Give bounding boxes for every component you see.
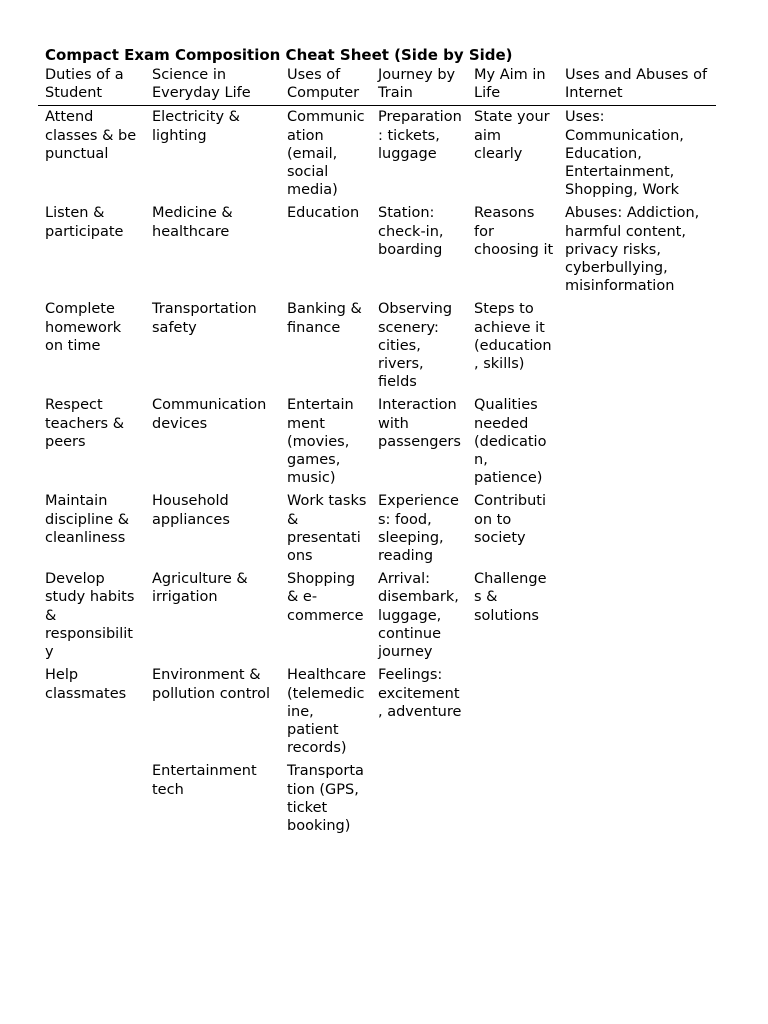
table-cell (558, 568, 716, 664)
table-row (38, 202, 716, 298)
table-cell: Contribution to society (474, 493, 546, 546)
table-cell: Healthcare (telemedicine, patient records) (287, 667, 367, 757)
table-cell: Challenges & solutions (474, 571, 547, 624)
table-cell: Shopping & e-commerce (287, 571, 364, 624)
table-row (38, 106, 716, 203)
table-cell: Attend classes & be punctual (45, 109, 137, 162)
table-cell: Household appliances (152, 493, 230, 528)
table-cell (558, 394, 716, 490)
table-cell (558, 298, 716, 394)
table-cell: Qualities needed (dedication, patience) (474, 397, 547, 487)
table-cell: Abuses: Addiction, harmful content, privacy risks, cyberbullying, misinformation (565, 205, 700, 295)
header-row (38, 65, 716, 106)
table-cell: Listen & participate (45, 205, 124, 240)
table-cell: State your aim clearly (474, 109, 550, 162)
column-header-journey-by-train: Journey by Train (371, 65, 467, 106)
table-cell: Transportation safety (152, 301, 257, 336)
table-cell: Respect teachers & peers (45, 397, 125, 450)
table-cell (467, 760, 558, 838)
column-header-uses-of-computer: Uses of Computer (280, 65, 371, 106)
table-row (38, 298, 716, 394)
table-cell: Electricity & lighting (152, 109, 240, 144)
table-cell: Communication (email, social media) (287, 109, 365, 199)
table-cell (371, 760, 467, 838)
table-row (38, 490, 716, 568)
table-cell: Interaction with passengers (378, 397, 461, 450)
table-cell: Entertainment (movies, games, music) (287, 397, 354, 487)
table-cell: Uses: Communication, Education, Entertainment, Shopping, Work (565, 109, 684, 199)
table-row (38, 760, 716, 838)
table-cell: Reasons for choosing it (474, 205, 554, 258)
table-cell: Develop study habits & responsibility (45, 571, 135, 661)
table-cell (558, 760, 716, 838)
table-cell: Help classmates (45, 667, 127, 702)
table-cell: Environment & pollution control (152, 667, 270, 702)
table-cell (558, 490, 716, 568)
table-cell: Work tasks & presentations (287, 493, 367, 565)
table-cell: Arrival: disembark, luggage, continue journey (378, 571, 459, 661)
table-cell: Station: check-in, boarding (378, 205, 444, 258)
table-cell: Experiences: food, sleeping, reading (378, 493, 459, 565)
column-header-duties-of-a-student: Duties of a Student (38, 65, 145, 106)
table-cell: Entertainment tech (152, 763, 257, 798)
table-cell: Agriculture & irrigation (152, 571, 248, 606)
page-title: Compact Exam Composition Cheat Sheet (Side by Side) (45, 46, 513, 64)
table-row (38, 664, 716, 760)
table-cell: Preparation: tickets, luggage (378, 109, 462, 162)
table-cell (38, 760, 145, 838)
table-cell (467, 664, 558, 760)
table-cell: Maintain discipline & cleanliness (45, 493, 130, 546)
column-header-uses-and-abuses-of-internet: Uses and Abuses of Internet (558, 65, 716, 106)
table-row (38, 394, 716, 490)
cheat-sheet-table (38, 65, 716, 838)
table-cell: Steps to achieve it (education, skills) (474, 301, 552, 373)
table-cell: Medicine & healthcare (152, 205, 233, 240)
table-cell: Banking & finance (287, 301, 362, 336)
table-cell: Education (287, 205, 360, 222)
table-cell: Complete homework on time (45, 301, 122, 354)
column-header-science-in-everyday-life: Science in Everyday Life (145, 65, 280, 106)
table-cell (558, 664, 716, 760)
table-row (38, 568, 716, 664)
table-cell: Feelings: excitement, adventure (378, 667, 462, 720)
table-cell: Observing scenery: cities, rivers, fields (378, 301, 453, 391)
table-cell: Transportation (GPS, ticket booking) (287, 763, 364, 834)
column-header-my-aim-in-life: My Aim in Life (467, 65, 558, 106)
table-cell: Communication devices (152, 397, 267, 432)
